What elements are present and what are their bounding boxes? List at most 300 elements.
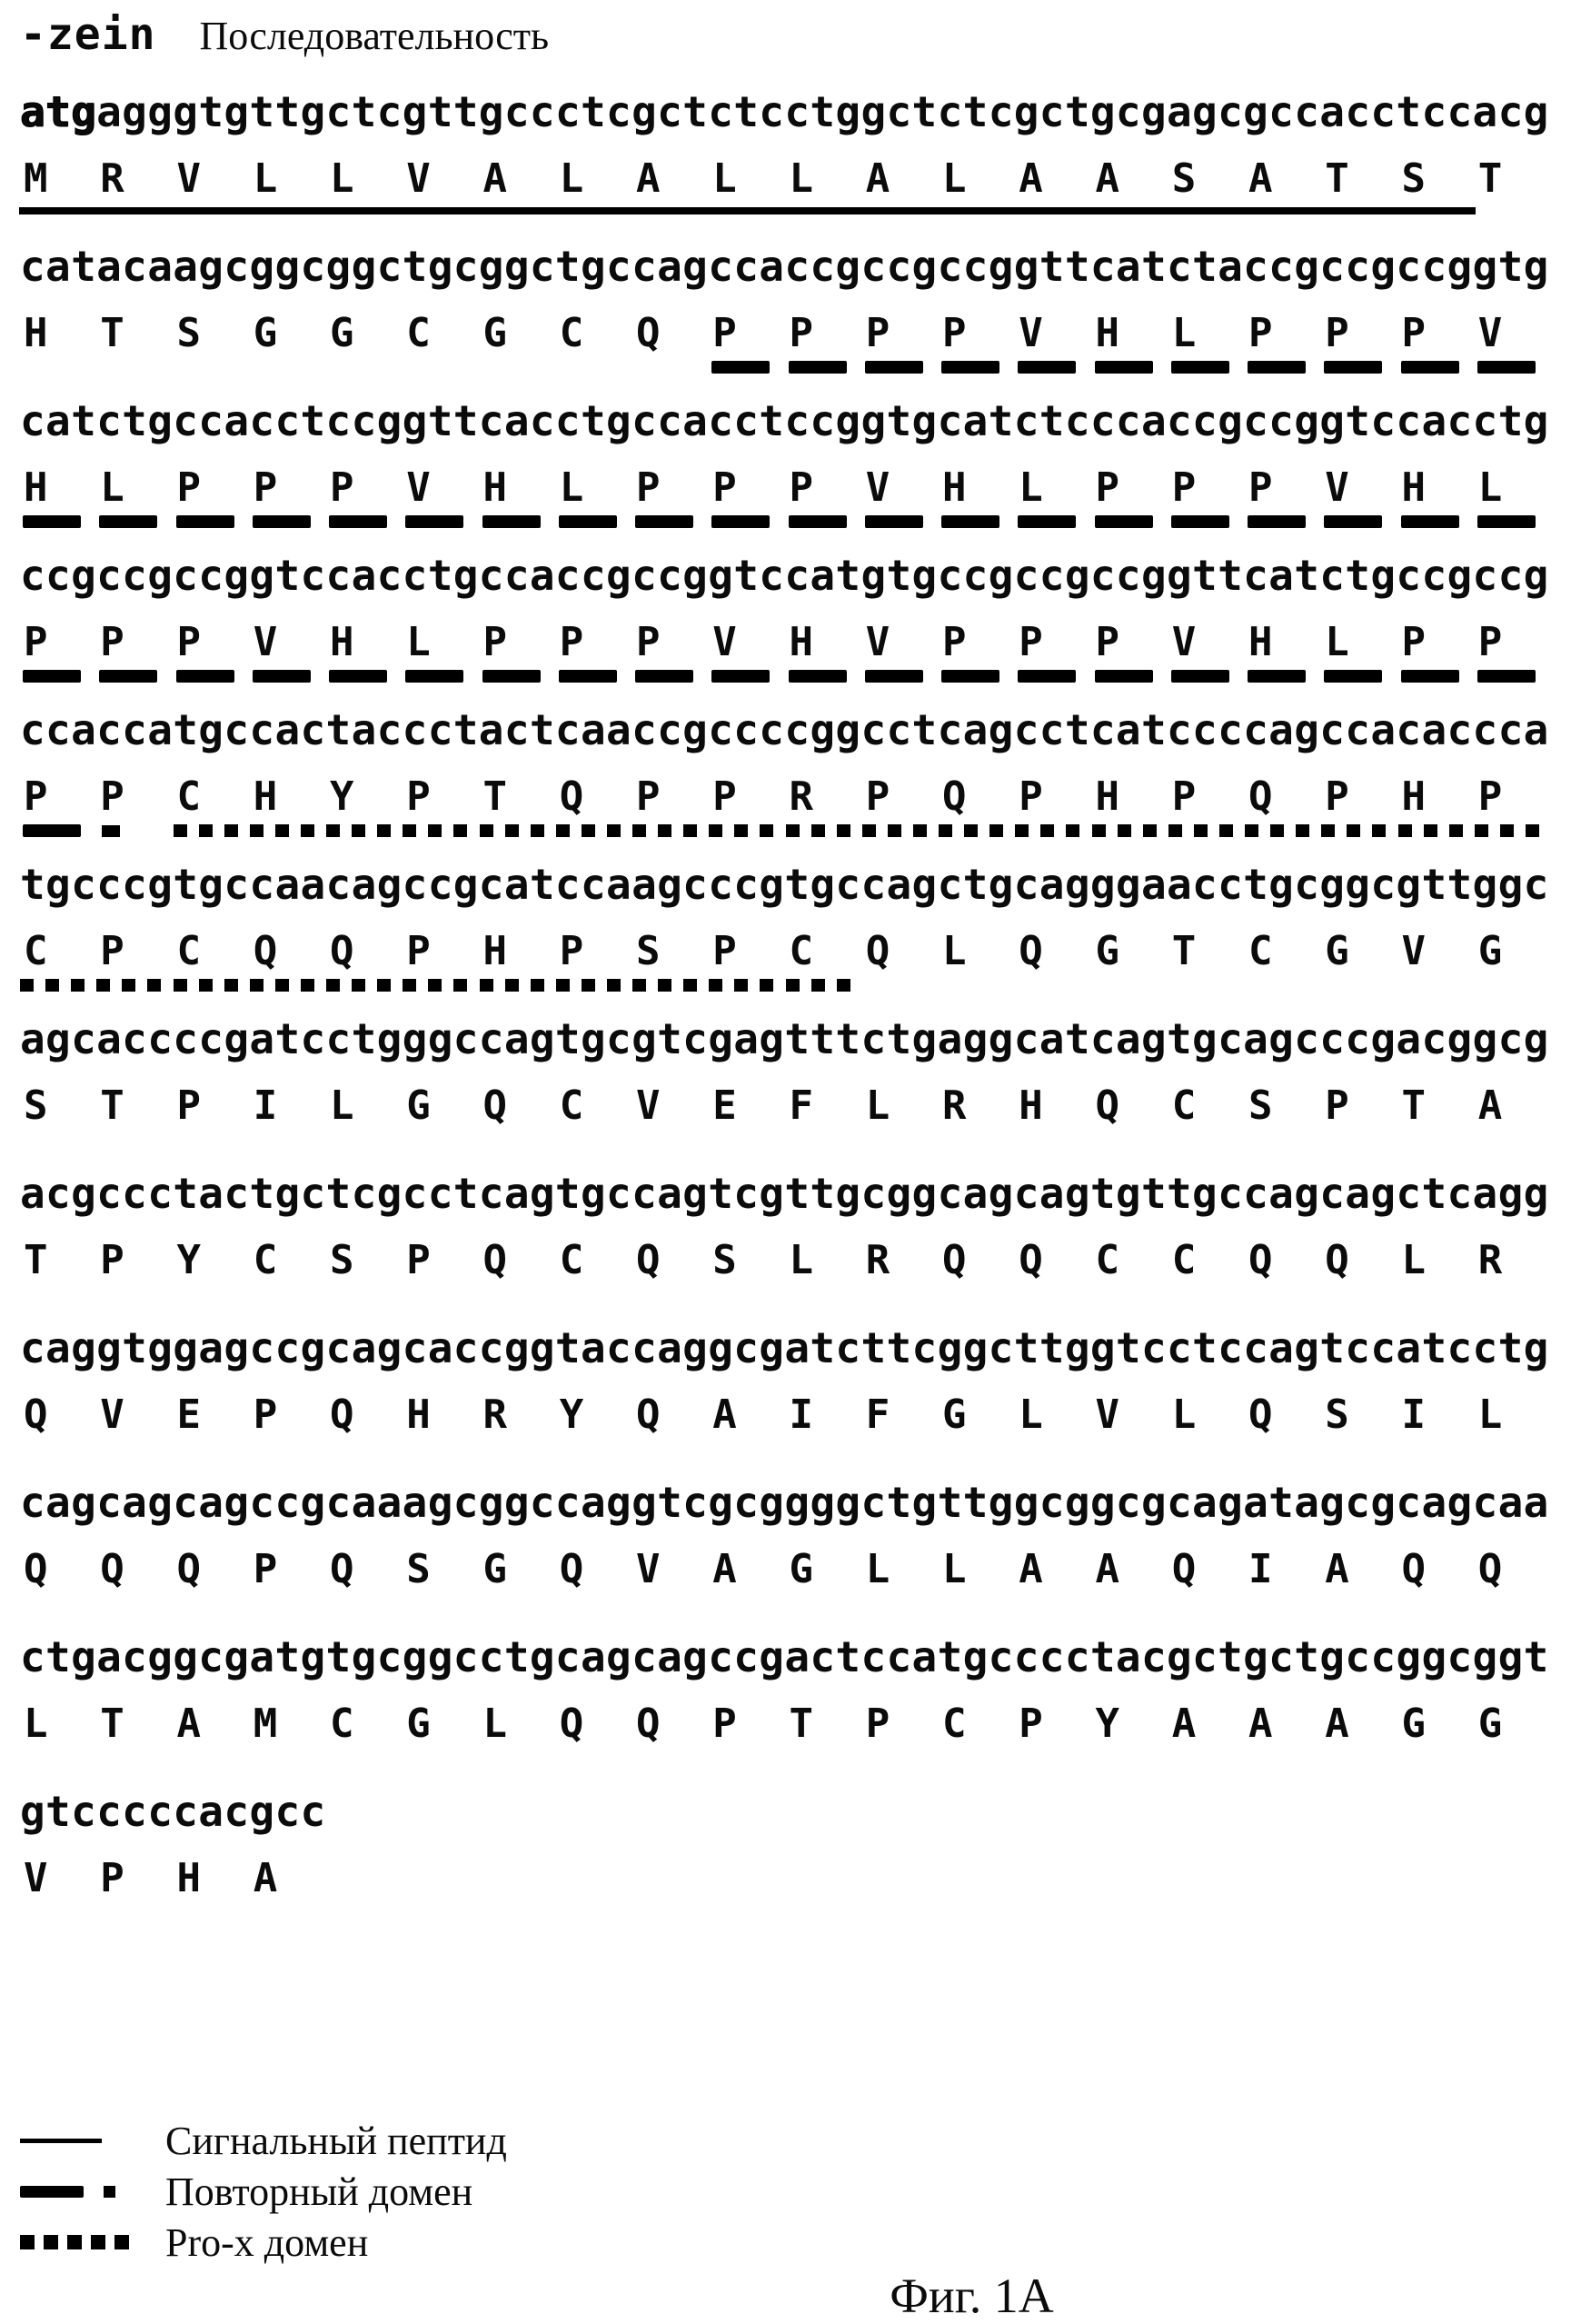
amino-acid-letter: E xyxy=(176,1391,201,1438)
amino-acid-cell xyxy=(709,773,785,838)
repeat-domain-underline xyxy=(1015,511,1091,529)
amino-acid-letter: S xyxy=(636,928,661,974)
amino-acid-cell xyxy=(20,1082,96,1147)
amino-acid-cell xyxy=(403,464,479,529)
marker-spacer xyxy=(1168,1438,1245,1456)
repeat-domain-underline xyxy=(480,511,556,529)
amino-acid-letter: H xyxy=(1095,310,1119,356)
amino-acid-cell xyxy=(1245,928,1321,992)
amino-acid-letter: T xyxy=(100,310,124,356)
amino-acid-cell xyxy=(709,1546,785,1611)
amino-acid-letter: H xyxy=(1401,773,1426,820)
amino-acid-letter: H xyxy=(24,464,48,511)
amino-acid-letter: H xyxy=(24,310,48,356)
amino-acid-cell xyxy=(862,773,939,838)
marker-spacer xyxy=(1245,1129,1321,1147)
amino-acid-cell xyxy=(786,1237,862,1302)
marker-spacer xyxy=(96,1901,173,1920)
repeat-domain-underline xyxy=(556,665,632,683)
amino-acid-cell xyxy=(174,155,250,220)
marker-spacer xyxy=(862,1129,939,1147)
legend-item-prox-domain xyxy=(20,2217,1551,2268)
marker-spacer xyxy=(556,356,632,374)
marker-spacer xyxy=(480,1283,556,1302)
marker-spacer xyxy=(174,1129,250,1147)
amino-acid-letter: P xyxy=(712,1701,737,1747)
amino-acid-letter: S xyxy=(1401,155,1426,202)
signal-peptide-underline xyxy=(556,202,632,220)
marker-spacer xyxy=(20,1283,96,1302)
prox-domain-underline xyxy=(862,820,939,838)
signal-peptide-underline xyxy=(709,202,785,220)
amino-acid-cell xyxy=(862,619,939,683)
amino-acid-letter: P xyxy=(24,773,48,820)
amino-acid-letter: H xyxy=(253,773,278,820)
amino-acid-letter: V xyxy=(176,155,201,202)
amino-acid-cell xyxy=(403,310,479,374)
amino-acid-cell xyxy=(1092,155,1168,220)
amino-acid-letter: I xyxy=(1401,1391,1426,1438)
prox-domain-underline xyxy=(1092,820,1168,838)
amino-acid-cell xyxy=(556,155,632,220)
marker-spacer xyxy=(709,1592,785,1611)
amino-acid-letter: L xyxy=(865,1546,890,1592)
prox-domain-underline xyxy=(326,974,403,992)
amino-acid-letter: Y xyxy=(1095,1701,1119,1747)
repeat-domain-underline xyxy=(1245,356,1321,374)
amino-acid-letter: Q xyxy=(100,1546,124,1592)
repeat-domain-underline xyxy=(1168,356,1245,374)
marker-spacer xyxy=(709,1747,785,1765)
amino-acid-letter: V xyxy=(1171,619,1197,665)
amino-acid-cell xyxy=(326,1237,403,1302)
marker-spacer xyxy=(862,1747,939,1765)
amino-acid-cell xyxy=(250,464,326,529)
repeat-domain-underline xyxy=(786,665,862,683)
marker-spacer xyxy=(250,1283,326,1302)
marker-spacer xyxy=(1168,1129,1245,1147)
amino-acid-cell xyxy=(1398,1546,1475,1611)
amino-acid-letter: P xyxy=(942,310,967,356)
amino-acid-letter: Q xyxy=(1248,1391,1273,1438)
amino-acid-letter: P xyxy=(406,773,431,820)
marker-spacer xyxy=(632,1747,709,1765)
amino-acid-cell xyxy=(1245,773,1321,838)
amino-acid-cell xyxy=(632,1701,709,1765)
amino-acid-cell xyxy=(20,1391,96,1456)
amino-acid-letter: S xyxy=(712,1237,737,1283)
amino-acid-cell xyxy=(1245,1237,1321,1302)
repeat-domain-underline xyxy=(939,665,1015,683)
repeat-domain-underline xyxy=(709,356,785,374)
amino-acid-cell xyxy=(326,1546,403,1611)
amino-acid-letter: P xyxy=(1325,773,1349,820)
amino-acid-cell xyxy=(862,1237,939,1302)
repeat-domain-underline xyxy=(1321,356,1397,374)
marker-spacer xyxy=(174,1283,250,1302)
marker-spacer xyxy=(709,1438,785,1456)
amino-acid-cell xyxy=(96,1237,173,1302)
marker-spacer xyxy=(1475,1129,1551,1147)
amino-acid-letter: H xyxy=(176,1855,201,1901)
marker-spacer xyxy=(786,1283,862,1302)
marker-spacer xyxy=(96,1747,173,1765)
amino-acid-cell xyxy=(1321,310,1397,374)
amino-acid-letter: R xyxy=(865,1237,890,1283)
amino-acid-cell xyxy=(20,464,96,529)
amino-acid-cell xyxy=(1245,619,1321,683)
repeat-domain-underline xyxy=(709,511,785,529)
amino-acid-line xyxy=(20,619,1551,683)
amino-acid-letter: P xyxy=(1095,619,1119,665)
amino-acid-cell xyxy=(174,464,250,529)
amino-acid-line xyxy=(20,1082,1551,1147)
marker-spacer xyxy=(939,1592,1015,1611)
amino-acid-letter: R xyxy=(100,155,124,202)
amino-acid-letter: L xyxy=(1171,310,1197,356)
marker-spacer xyxy=(1092,1592,1168,1611)
amino-acid-cell xyxy=(326,773,403,838)
amino-acid-letter: P xyxy=(330,464,354,511)
amino-acid-cell xyxy=(709,928,785,992)
marker-spacer xyxy=(326,1283,403,1302)
amino-acid-cell xyxy=(250,1855,326,1920)
amino-acid-letter: Q xyxy=(1248,773,1273,820)
marker-spacer xyxy=(250,1438,326,1456)
amino-acid-cell xyxy=(1475,155,1551,220)
amino-acid-cell xyxy=(250,1237,326,1302)
amino-acid-letter: H xyxy=(942,464,967,511)
amino-acid-letter: V xyxy=(1401,928,1426,974)
marker-spacer xyxy=(174,1592,250,1611)
amino-acid-cell xyxy=(709,1237,785,1302)
repeat-domain-underline xyxy=(1475,356,1551,374)
marker-spacer xyxy=(174,356,250,374)
amino-acid-letter: L xyxy=(330,155,354,202)
amino-acid-cell xyxy=(632,619,709,683)
sequence-block xyxy=(20,1632,1551,1765)
amino-acid-line xyxy=(20,1546,1551,1611)
signal-peptide-underline xyxy=(250,202,326,220)
amino-acid-cell xyxy=(326,155,403,220)
start-codon: atg xyxy=(20,87,97,136)
amino-acid-letter: P xyxy=(253,1546,278,1592)
amino-acid-cell xyxy=(1168,1082,1245,1147)
repeat-domain-underline xyxy=(96,511,173,529)
legend-label-signal-peptide: Сигнальный пептид xyxy=(165,2118,507,2163)
marker-spacer xyxy=(96,356,173,374)
marker-spacer xyxy=(556,1438,632,1456)
signal-peptide-underline xyxy=(862,202,939,220)
amino-acid-cell xyxy=(250,155,326,220)
amino-acid-cell xyxy=(1168,1546,1245,1611)
marker-spacer xyxy=(786,1592,862,1611)
repeat-domain-dash-swatch xyxy=(20,2186,134,2198)
prox-domain-underline xyxy=(480,820,556,838)
repeat-domain-underline xyxy=(1168,665,1245,683)
amino-acid-letter: A xyxy=(1019,1546,1043,1592)
amino-acid-letter: Q xyxy=(942,1237,967,1283)
amino-acid-cell xyxy=(786,310,862,374)
repeat-domain-underline xyxy=(1475,511,1551,529)
amino-acid-cell xyxy=(939,1237,1015,1302)
amino-acid-letter: Q xyxy=(636,310,661,356)
amino-acid-cell xyxy=(1015,464,1091,529)
amino-acid-letter: P xyxy=(100,928,124,974)
amino-acid-cell xyxy=(1321,1701,1397,1765)
amino-acid-cell xyxy=(1321,1391,1397,1456)
amino-acid-letter: G xyxy=(1477,1701,1503,1747)
amino-acid-cell xyxy=(1398,619,1475,683)
marker-spacer xyxy=(939,1129,1015,1147)
amino-acid-cell xyxy=(20,1237,96,1302)
amino-acid-cell xyxy=(556,1082,632,1147)
amino-acid-cell xyxy=(709,155,785,220)
dna-sequence-line: acgccctactgctcgcctcagtgccagtcgttgcggcagcagtgttgccagcagctcagg xyxy=(20,1169,1549,1218)
amino-acid-cell xyxy=(1168,1237,1245,1302)
prox-domain-underline xyxy=(96,974,173,992)
amino-acid-letter: P xyxy=(176,464,201,511)
amino-acid-cell xyxy=(1168,464,1245,529)
marker-spacer xyxy=(1092,974,1168,992)
amino-acid-cell xyxy=(632,155,709,220)
amino-acid-letter: A xyxy=(712,1391,737,1438)
amino-acid-letter: P xyxy=(865,773,890,820)
signal-peptide-underline xyxy=(96,202,173,220)
amino-acid-cell xyxy=(786,464,862,529)
amino-acid-cell xyxy=(20,1701,96,1765)
marker-spacer xyxy=(939,1283,1015,1302)
amino-acid-letter: Q xyxy=(1477,1546,1503,1592)
amino-acid-letter: I xyxy=(1248,1546,1273,1592)
amino-acid-cell xyxy=(1321,1082,1397,1147)
prox-domain-underline xyxy=(250,974,326,992)
repeat-domain-underline xyxy=(1321,665,1397,683)
amino-acid-letter: P xyxy=(24,619,48,665)
amino-acid-letter: L xyxy=(942,155,967,202)
legend-item-signal-peptide xyxy=(20,2115,1551,2166)
amino-acid-letter: V xyxy=(1325,464,1349,511)
amino-acid-cell xyxy=(862,464,939,529)
signal-peptide-underline xyxy=(632,202,709,220)
amino-acid-letter: V xyxy=(636,1546,661,1592)
marker-spacer xyxy=(1245,1592,1321,1611)
amino-acid-letter: P xyxy=(636,773,661,820)
repeat-domain-underline xyxy=(1015,665,1091,683)
prox-domain-underline xyxy=(174,820,250,838)
amino-acid-letter: P xyxy=(1019,773,1043,820)
repeat-domain-underline xyxy=(939,511,1015,529)
amino-acid-letter: Q xyxy=(1019,1237,1043,1283)
amino-acid-cell xyxy=(326,619,403,683)
amino-acid-letter: G xyxy=(253,310,278,356)
amino-acid-letter: H xyxy=(1401,464,1426,511)
amino-acid-letter: P xyxy=(559,928,584,974)
amino-acid-letter: V xyxy=(1019,310,1043,356)
prox-domain-underline xyxy=(1168,820,1245,838)
amino-acid-letter: S xyxy=(406,1546,431,1592)
amino-acid-letter: R xyxy=(482,1391,507,1438)
amino-acid-letter: P xyxy=(253,1391,278,1438)
amino-acid-letter: P xyxy=(789,464,813,511)
dna-sequence-line: cagcagcagccgcaaagcggccaggtcgcggggctgttggcggcgcagatagcgcagcaa xyxy=(20,1478,1549,1527)
amino-acid-letter: V xyxy=(100,1391,124,1438)
amino-acid-letter: C xyxy=(1095,1237,1119,1283)
amino-acid-cell xyxy=(1321,464,1397,529)
amino-acid-cell xyxy=(1321,155,1397,220)
dna-sequence-line: caggtggagccgcagcaccggtaccaggcgatcttcggcttggtcctccagtccatcctg xyxy=(20,1323,1549,1372)
amino-acid-letter: H xyxy=(482,928,507,974)
amino-acid-letter: V xyxy=(253,619,278,665)
amino-acid-letter: P xyxy=(559,619,584,665)
amino-acid-line xyxy=(20,310,1551,374)
amino-acid-cell xyxy=(556,1391,632,1456)
amino-acid-cell xyxy=(96,1391,173,1456)
amino-acid-cell xyxy=(786,1082,862,1147)
legend-label-prox-domain: Pro-x домен xyxy=(165,2219,369,2265)
repeat-domain-underline xyxy=(174,511,250,529)
marker-spacer xyxy=(786,1438,862,1456)
amino-acid-cell xyxy=(556,619,632,683)
repeat-domain-underline xyxy=(96,665,173,683)
marker-spacer xyxy=(1092,1747,1168,1765)
amino-acid-letter: P xyxy=(712,928,737,974)
amino-acid-letter: V xyxy=(712,619,737,665)
amino-acid-cell xyxy=(1092,1701,1168,1765)
amino-acid-cell xyxy=(326,310,403,374)
amino-acid-cell xyxy=(786,155,862,220)
amino-acid-letter: A xyxy=(1325,1546,1349,1592)
amino-acid-letter: F xyxy=(865,1391,890,1438)
marker-spacer xyxy=(403,1747,479,1765)
amino-acid-letter: P xyxy=(1095,464,1119,511)
amino-acid-cell xyxy=(403,928,479,992)
marker-spacer xyxy=(1398,1283,1475,1302)
amino-acid-cell xyxy=(1398,1237,1475,1302)
amino-acid-cell xyxy=(480,1237,556,1302)
amino-acid-cell xyxy=(1321,1237,1397,1302)
sequence-block xyxy=(20,242,1551,374)
repeat-domain-underline xyxy=(786,511,862,529)
amino-acid-letter: Q xyxy=(1401,1546,1426,1592)
amino-acid-cell xyxy=(556,1701,632,1765)
prox-domain-underline xyxy=(480,974,556,992)
marker-spacer xyxy=(480,1747,556,1765)
prox-domain-underline xyxy=(174,974,250,992)
sequence-block xyxy=(20,87,1551,220)
amino-acid-cell xyxy=(250,1701,326,1765)
amino-acid-cell xyxy=(632,1082,709,1147)
amino-acid-cell xyxy=(1398,310,1475,374)
prox-domain-underline xyxy=(403,820,479,838)
marker-spacer xyxy=(1321,1438,1397,1456)
marker-spacer xyxy=(1475,1283,1551,1302)
amino-acid-cell xyxy=(1398,1391,1475,1456)
amino-acid-cell xyxy=(1092,773,1168,838)
amino-acid-letter: P xyxy=(406,928,431,974)
marker-spacer xyxy=(1092,1438,1168,1456)
amino-acid-cell xyxy=(326,928,403,992)
amino-acid-letter: P xyxy=(1401,310,1426,356)
prox-domain-underline xyxy=(20,974,96,992)
amino-acid-letter: T xyxy=(100,1082,124,1129)
amino-acid-letter: G xyxy=(330,310,354,356)
amino-acid-cell xyxy=(20,773,96,838)
amino-acid-letter: Q xyxy=(942,773,967,820)
amino-acid-cell xyxy=(1245,464,1321,529)
amino-acid-letter: L xyxy=(1019,464,1043,511)
signal-peptide-line-swatch xyxy=(20,2139,134,2143)
amino-acid-cell xyxy=(96,1546,173,1611)
marker-spacer xyxy=(1245,1283,1321,1302)
amino-acid-cell xyxy=(480,464,556,529)
amino-acid-letter: A xyxy=(1325,1701,1349,1747)
amino-acid-cell xyxy=(1321,619,1397,683)
amino-acid-cell xyxy=(174,1237,250,1302)
marker-spacer xyxy=(1475,1438,1551,1456)
amino-acid-cell xyxy=(20,1855,96,1920)
signal-peptide-underline xyxy=(326,202,403,220)
marker-spacer xyxy=(1015,1129,1091,1147)
amino-acid-letter: G xyxy=(482,310,507,356)
repeat-domain-underline xyxy=(20,820,96,838)
amino-acid-cell xyxy=(632,773,709,838)
amino-acid-letter: C xyxy=(559,1082,584,1129)
repeat-domain-underline xyxy=(1245,511,1321,529)
amino-acid-cell xyxy=(1475,619,1551,683)
marker-spacer xyxy=(1321,1129,1397,1147)
figure-title-row xyxy=(20,9,1551,65)
amino-acid-letter: C xyxy=(1248,928,1273,974)
prox-domain-underline xyxy=(632,820,709,838)
amino-acid-cell xyxy=(174,773,250,838)
amino-acid-cell xyxy=(250,1546,326,1611)
amino-acid-letter: P xyxy=(1171,773,1197,820)
amino-acid-letter: P xyxy=(176,1082,201,1129)
amino-acid-cell xyxy=(862,310,939,374)
amino-acid-cell xyxy=(632,928,709,992)
sequence-label: Последовательность xyxy=(199,14,550,58)
legend-item-repeat-domain xyxy=(20,2166,1551,2217)
amino-acid-cell xyxy=(174,1701,250,1765)
amino-acid-cell xyxy=(1092,1391,1168,1456)
amino-acid-cell xyxy=(403,1082,479,1147)
repeat-domain-underline xyxy=(862,665,939,683)
repeat-domain-underline xyxy=(1015,356,1091,374)
marker-spacer xyxy=(1245,974,1321,992)
signal-peptide-underline xyxy=(939,202,1015,220)
amino-acid-cell xyxy=(1475,1546,1551,1611)
amino-acid-letter: L xyxy=(1019,1391,1043,1438)
amino-acid-letter: M xyxy=(24,155,48,202)
marker-spacer xyxy=(1321,1592,1397,1611)
sequence-block xyxy=(20,1478,1551,1611)
amino-acid-letter: T xyxy=(1325,155,1349,202)
dna-sequence-line: ccgccgccggtccacctgccaccgccggtccatgtgccgccgccggttcatctgccgccg xyxy=(20,551,1549,600)
amino-acid-cell xyxy=(96,619,173,683)
gene-name: -zein xyxy=(20,9,156,60)
amino-acid-cell xyxy=(480,1701,556,1765)
amino-acid-cell xyxy=(174,1855,250,1920)
prox-domain-underline xyxy=(250,820,326,838)
amino-acid-letter: T xyxy=(789,1701,813,1747)
amino-acid-cell xyxy=(786,928,862,992)
prox-domain-underline xyxy=(1475,820,1551,838)
amino-acid-cell xyxy=(1168,155,1245,220)
amino-acid-letter: C xyxy=(24,928,48,974)
amino-acid-cell xyxy=(20,928,96,992)
marker-spacer xyxy=(556,1129,632,1147)
